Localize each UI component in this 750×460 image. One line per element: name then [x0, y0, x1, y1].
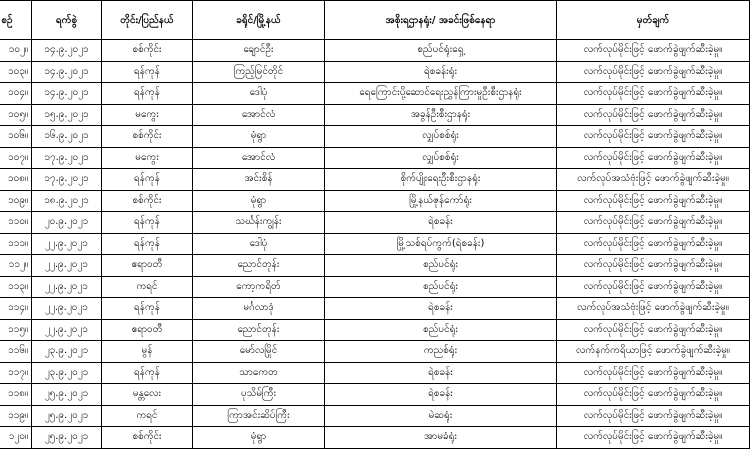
table-row	[0, 276, 750, 298]
cell-no: ၁၁၁။	[0, 233, 32, 255]
cell-region: မကွေး	[102, 147, 193, 169]
header-row	[0, 1, 750, 40]
cell-township: ပုသိမ်ကြီး	[193, 384, 325, 406]
cell-date: ၂၂.၉.၂၀၂၁	[32, 233, 102, 255]
cell-no: ၁၀၈။	[0, 169, 32, 191]
cell-no: ၁၁၆။	[0, 341, 32, 363]
cell-remark: လက်လုပ်အသံဗုံးဖြင့် ဖောက်ခွဲဖျက်ဆီးခဲ့မှု။	[557, 169, 750, 191]
cell-remark: လက်လုပ်မိုင်းဖြင့် ဖောက်ခွဲဖျက်ဆီးခဲ့မှု။	[557, 190, 750, 212]
cell-no: ၁၁၂။	[0, 255, 32, 277]
cell-township: ကြည့်မြင်တိုင်	[193, 61, 325, 83]
cell-region: ရန်ကုန်	[102, 298, 193, 320]
cell-date: ၂၂.၉.၂၀၂၁	[32, 319, 102, 341]
table-row	[0, 147, 750, 169]
cell-no: ၁၁၀။	[0, 212, 32, 234]
cell-township: ညောင်တုန်း	[193, 255, 325, 277]
table-row	[0, 384, 750, 406]
cell-date: ၁၄.၉.၂၀၂၁	[32, 40, 102, 62]
table-row	[0, 255, 750, 277]
cell-remark: လက်လုပ်မိုင်းဖြင့် ဖောက်ခွဲဖျက်ဆီးခဲ့မှု။	[557, 147, 750, 169]
cell-date: ၂၃.၉.၂၀၂၁	[32, 362, 102, 384]
cell-place: ရဲစခန်း	[325, 298, 557, 320]
header-township: ခရိုင်/မြို့နယ်	[193, 1, 325, 40]
cell-place: လျှပ်စစ်ရုံး	[325, 126, 557, 148]
cell-remark: လက်လုပ်မိုင်းဖြင့် ဖောက်ခွဲဖျက်ဆီးခဲ့မှု။	[557, 212, 750, 234]
cell-region: မွန်	[102, 341, 193, 363]
cell-township: ဒေါပုံ	[193, 233, 325, 255]
cell-date: ၁၇.၉.၂၀၂၁	[32, 169, 102, 191]
cell-place: ရဲစခန်းရုံး	[325, 61, 557, 83]
table-row	[0, 169, 750, 191]
cell-township: သင်္ဃန်းကျွန်း	[193, 212, 325, 234]
cell-date: ၁၆.၉.၂၀၂၁	[32, 126, 102, 148]
cell-date: ၂၂.၉.၂၀၂၁	[32, 276, 102, 298]
cell-township: မော်လမြိုင်	[193, 341, 325, 363]
cell-no: ၁၀၆။	[0, 126, 32, 148]
cell-place: မြို့နယ်ဇုန်ကော်ရုံး	[325, 190, 557, 212]
cell-township: မင်္ဂလာဒုံ	[193, 298, 325, 320]
cell-date: ၂၀.၉.၂၀၂၁	[32, 212, 102, 234]
cell-township: အောင်လံ	[193, 104, 325, 126]
table-row	[0, 40, 750, 62]
cell-date: ၂၅.၉.၂၀၂၁	[32, 405, 102, 427]
cell-region: စစ်ကိုင်း	[102, 190, 193, 212]
cell-remark: လက်လုပ်မိုင်းဖြင့် ဖောက်ခွဲဖျက်ဆီးခဲ့မှု။	[557, 61, 750, 83]
cell-place: ကညစ်ရုံး	[325, 341, 557, 363]
cell-date: ၂၃.၉.၂၀၂၁	[32, 341, 102, 363]
table-row	[0, 298, 750, 320]
cell-no: ၁၁၅။	[0, 319, 32, 341]
cell-no: ၁၀၉။	[0, 190, 32, 212]
cell-date: ၂၅.၉.၂၀၂၁	[32, 384, 102, 406]
cell-region: မကွေး	[102, 104, 193, 126]
table-row	[0, 233, 750, 255]
cell-remark: လက်လုပ်မိုင်းဖြင့် ဖောက်ခွဲဖျက်ဆီးခဲ့မှု။	[557, 362, 750, 384]
cell-region: ရန်ကုန်	[102, 61, 193, 83]
cell-region: ရန်ကုန်	[102, 83, 193, 105]
cell-no: ၁၁၈။	[0, 384, 32, 406]
cell-no: ၁၀၅။	[0, 104, 32, 126]
cell-date: ၁၄.၉.၂၀၂၁	[32, 61, 102, 83]
header-place: အစိုးရဌာနရုံး/ အခင်းဖြစ်နေရာ	[325, 1, 557, 40]
cell-region: ရန်ကုန်	[102, 233, 193, 255]
cell-township: ဒေါပုံ	[193, 83, 325, 105]
table-row	[0, 405, 750, 427]
cell-place: ရဲစခန်း	[325, 384, 557, 406]
cell-place: လျှပ်စစ်ရုံး	[325, 147, 557, 169]
table-row	[0, 83, 750, 105]
cell-date: ၁၈.၉.၂၀၂၁	[32, 190, 102, 212]
cell-region: ရန်ကုန်	[102, 362, 193, 384]
cell-remark: လက်လုပ်မိုင်းဖြင့် ဖောက်ခွဲဖျက်ဆီးခဲ့မှု။	[557, 126, 750, 148]
cell-no: ၁၀၄။	[0, 83, 32, 105]
table-row	[0, 212, 750, 234]
cell-place: စည်ပင်ရုံးရှေ့	[325, 40, 557, 62]
cell-remark: လက်လုပ်မိုင်းဖြင့် ဖောက်ခွဲဖျက်ဆီးခဲ့မှု။	[557, 405, 750, 427]
cell-region: ရန်ကုန်	[102, 212, 193, 234]
cell-region: ရန်ကုန်	[102, 169, 193, 191]
cell-remark: လက်နက်ကရိယာဖြင့် ဖောက်ခွဲဖျက်ဆီးခဲ့မှု။	[557, 341, 750, 363]
cell-remark: လက်လုပ်မိုင်းဖြင့် ဖောက်ခွဲဖျက်ဆီးခဲ့မှု။	[557, 255, 750, 277]
cell-region: စစ်ကိုင်း	[102, 126, 193, 148]
cell-no: ၁၁၇။	[0, 362, 32, 384]
cell-date: ၁၄.၉.၂၀၂၁	[32, 83, 102, 105]
header-date: ရက်စွဲ	[32, 1, 102, 40]
cell-date: ၁၅.၉.၂၀၂၁	[32, 104, 102, 126]
cell-region: စစ်ကိုင်း	[102, 427, 193, 449]
cell-township: ညောင်တုန်း	[193, 319, 325, 341]
cell-remark: လက်လုပ်မိုင်းဖြင့် ဖောက်ခွဲဖျက်ဆီးခဲ့မှု။	[557, 40, 750, 62]
cell-place: စည်ပင်ရုံး	[325, 319, 557, 341]
cell-region: ဧရာဝတီ	[102, 319, 193, 341]
cell-no: ၁၀၂။	[0, 40, 32, 62]
cell-place: စိုက်ပျိုးရေးဦးစီးဌာနရုံး	[325, 169, 557, 191]
table-row	[0, 362, 750, 384]
header-remark: မှတ်ချက်	[557, 1, 750, 40]
cell-date: ၂၅.၉.၂၀၂၁	[32, 427, 102, 449]
cell-township: မုံရွာ	[193, 126, 325, 148]
cell-date: ၂၂.၉.၂၀၂၁	[32, 298, 102, 320]
cell-region: မန္တလေး	[102, 384, 193, 406]
table-row	[0, 427, 750, 449]
cell-remark: လက်လုပ်မိုင်းဖြင့် ဖောက်ခွဲဖျက်ဆီးခဲ့မှု။	[557, 233, 750, 255]
cell-place: စည်ပင်ရုံး	[325, 276, 557, 298]
cell-place: အခွန်ဦးစီးဌာနရုံး	[325, 104, 557, 126]
cell-remark: လက်လုပ်မိုင်းဖြင့် ဖောက်ခွဲဖျက်ဆီးခဲ့မှု။	[557, 83, 750, 105]
cell-township: ကြာအင်းဆိပ်ကြီး	[193, 405, 325, 427]
cell-township: မုံရွာ	[193, 190, 325, 212]
cell-remark: လက်လုပ်မိုင်းဖြင့် ဖောက်ခွဲဖျက်ဆီးခဲ့မှု။	[557, 319, 750, 341]
cell-township: အင်းစိန်	[193, 169, 325, 191]
cell-place: ရေကြောင်းပို့ဆောင်ရေးညွှန်ကြားမှုဦးစီးဌာနရုံး	[325, 83, 557, 105]
cell-region: ကရင်	[102, 276, 193, 298]
cell-township: အောင်လံ	[193, 147, 325, 169]
cell-township: ချောင်ဦး	[193, 40, 325, 62]
cell-place: အာမခံရုံး	[325, 427, 557, 449]
cell-region: စစ်ကိုင်း	[102, 40, 193, 62]
cell-no: ၁၂၀။	[0, 427, 32, 449]
table-row	[0, 104, 750, 126]
cell-region: ဧရာဝတီ	[102, 255, 193, 277]
cell-no: ၁၁၄။	[0, 298, 32, 320]
cell-date: ၁၇.၉.၂၀၂၁	[32, 147, 102, 169]
cell-place: စည်ပင်ရုံး	[325, 255, 557, 277]
table-row	[0, 126, 750, 148]
table-row	[0, 319, 750, 341]
header-region: တိုင်း/ပြည်နယ်	[102, 1, 193, 40]
cell-place: မြို့သစ်ရပ်ကွက်(ရဲစခန်း)	[325, 233, 557, 255]
cell-remark: လက်လုပ်မိုင်းဖြင့် ဖောက်ခွဲဖျက်ဆီးခဲ့မှု။	[557, 384, 750, 406]
cell-no: ၁၁၉။	[0, 405, 32, 427]
cell-remark: လက်လုပ်မိုင်းဖြင့် ဖောက်ခွဲဖျက်ဆီးခဲ့မှု။	[557, 427, 750, 449]
cell-place: ရဲစခန်း	[325, 212, 557, 234]
table-row	[0, 61, 750, 83]
cell-place: ရဲစခန်း	[325, 362, 557, 384]
cell-remark: လက်လုပ်အသံဗုံးဖြင့် ဖောက်ခွဲဖျက်ဆီးခဲ့မှု။	[557, 298, 750, 320]
cell-place: မဲဆရုံး	[325, 405, 557, 427]
cell-remark: လက်လုပ်မိုင်းဖြင့် ဖောက်ခွဲဖျက်ဆီးခဲ့မှု။	[557, 276, 750, 298]
cell-no: ၁၀၃။	[0, 61, 32, 83]
cell-township: မုံရွာ	[193, 427, 325, 449]
cell-no: ၁၁၃။	[0, 276, 32, 298]
cell-date: ၂၂.၉.၂၀၂၁	[32, 255, 102, 277]
cell-remark: လက်လုပ်မိုင်းဖြင့် ဖောက်ခွဲဖျက်ဆီးခဲ့မှု။	[557, 104, 750, 126]
table-row	[0, 341, 750, 363]
cell-region: ကရင်	[102, 405, 193, 427]
cell-township: သာကေတ	[193, 362, 325, 384]
table-row	[0, 190, 750, 212]
header-no: စဉ်	[0, 1, 32, 40]
cell-township: ကော့ကရိတ်	[193, 276, 325, 298]
cell-no: ၁၀၇။	[0, 147, 32, 169]
